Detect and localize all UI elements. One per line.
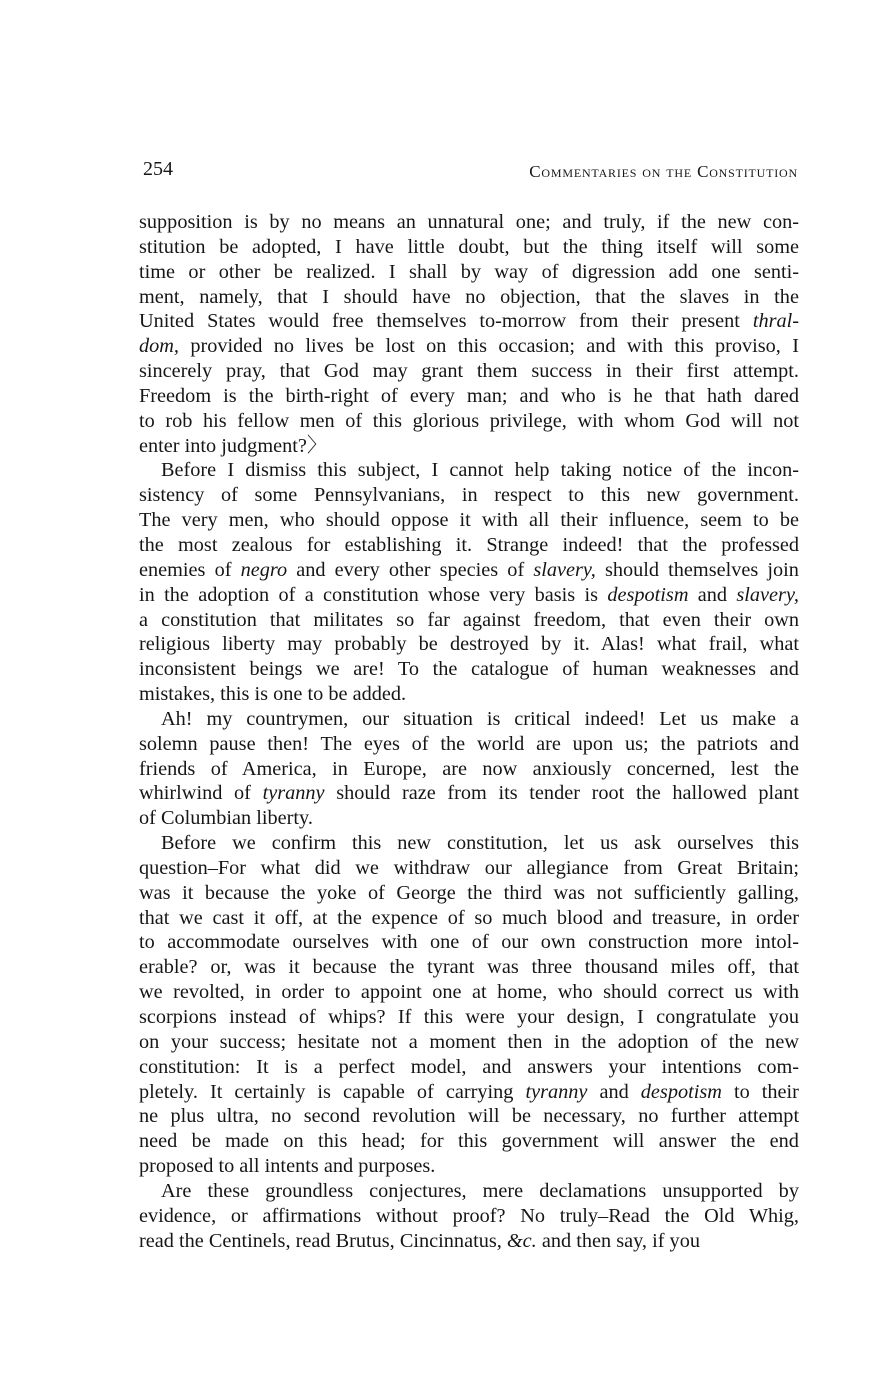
paragraph <box>139 831 799 1179</box>
text-line: constitution: It is a perfect model, and answers your intentions com- <box>139 1055 800 1078</box>
page-number: 254 <box>143 158 173 180</box>
text-line: in the adoption of a constitution whose very basis is despotism and slavery, <box>139 583 799 606</box>
text-line: the most zealous for establishing it. Strange indeed! that the professed <box>139 533 799 556</box>
paragraph <box>139 458 799 706</box>
text-line: ne plus ultra, no second revolution will be necessary, no further attempt <box>139 1105 800 1128</box>
text-line: whirlwind of tyranny should raze from its tender root the hallowed plant <box>139 782 799 805</box>
text-line: proposed to all intents and purposes. <box>139 1155 436 1178</box>
text-line: erable? or, was it because the tyrant was three thousand miles off, that <box>139 956 800 979</box>
text-line: of Columbian liberty. <box>139 807 313 830</box>
text-line: friends of America, in Europe, are now anxiously concerned, lest the <box>139 757 799 780</box>
text-line: time or other be realized. I shall by way of digression add one senti- <box>139 260 799 283</box>
text-line: question–For what did we withdraw our allegiance from Great Britain; <box>139 856 799 879</box>
paragraph <box>139 210 799 458</box>
text-line: a constitution that militates so far against freedom, that even their own <box>139 608 800 631</box>
text-line: that we cast it off, at the expence of so much blood and treasure, in order <box>139 906 800 929</box>
text-line: to rob his fellow men of this glorious privilege, with whom God will not <box>139 409 799 432</box>
text-line: enter into judgment?〉 <box>139 434 328 457</box>
text-line: supposition is by no means an unnatural one; and truly, if the new con- <box>139 211 800 233</box>
text-line: Ah! my countrymen, our situation is critical indeed! Let us make a <box>161 707 799 730</box>
body-text <box>139 210 799 1253</box>
text-line: religious liberty may probably be destroyed by it. Alas! what frail, what <box>139 633 800 656</box>
text-line: scorpions instead of whips? If this were your design, I congratulate you <box>139 1006 800 1028</box>
text-line: pletely. It certainly is capable of carrying tyranny and despotism to their <box>139 1080 799 1103</box>
text-line: mistakes, this is one to be added. <box>139 683 407 706</box>
text-line: Are these groundless conjectures, mere declamations unsupported by <box>161 1179 799 1202</box>
text-line: inconsistent beings we are! To the catalogue of human weaknesses and <box>139 658 799 681</box>
text-line: enemies of negro and every other species of slavery, should themselves join <box>139 558 799 581</box>
text-line: need be made on this head; for this government will answer the end <box>139 1130 799 1153</box>
text-line: evidence, or affirmations without proof? No truly–Read the Old Whig, <box>139 1204 799 1227</box>
text-line: read the Centinels, read Brutus, Cincinnatus, &c. and then say, if you <box>139 1229 700 1252</box>
text-line: ment, namely, that I should have no objection, that the slaves in the <box>139 285 799 308</box>
text-line: sistency of some Pennsylvanians, in respect to this new government. <box>139 484 800 507</box>
text-line: to accommodate ourselves with one of our own construction more intol- <box>139 931 799 954</box>
text-line: we revolted, in order to appoint one at home, who should correct us with <box>139 981 799 1004</box>
text-line: dom, provided no lives be lost on this occasion; and with this proviso, I <box>139 335 799 358</box>
text-line: was it because the yoke of George the third was not sufficiently galling, <box>139 881 799 904</box>
page-header <box>143 158 798 188</box>
text-line: stitution be adopted, I have little doubt, but the thing itself will some <box>139 235 800 258</box>
paragraph <box>139 707 799 831</box>
text-line: Freedom is the birth-right of every man; and who is he that hath dared <box>139 384 800 407</box>
text-line: solemn pause then! The eyes of the world are upon us; the patriots and <box>139 732 799 755</box>
text-line: Before I dismiss this subject, I cannot help taking notice of the incon- <box>161 459 800 482</box>
text-line: sincerely pray, that God may grant them success in their first attempt. <box>139 360 799 383</box>
text-line: on your success; hesitate not a moment then in the adoption of the new <box>139 1030 799 1053</box>
running-head: Commentaries on the Constitution <box>529 162 798 181</box>
text-line: The very men, who should oppose it with all their influence, seem to be <box>139 509 800 532</box>
paragraph <box>139 1179 799 1254</box>
text-line: Before we confirm this new constitution, let us ask ourselves this <box>161 832 799 855</box>
text-line: United States would free themselves to-morrow from their present thral- <box>139 310 800 333</box>
